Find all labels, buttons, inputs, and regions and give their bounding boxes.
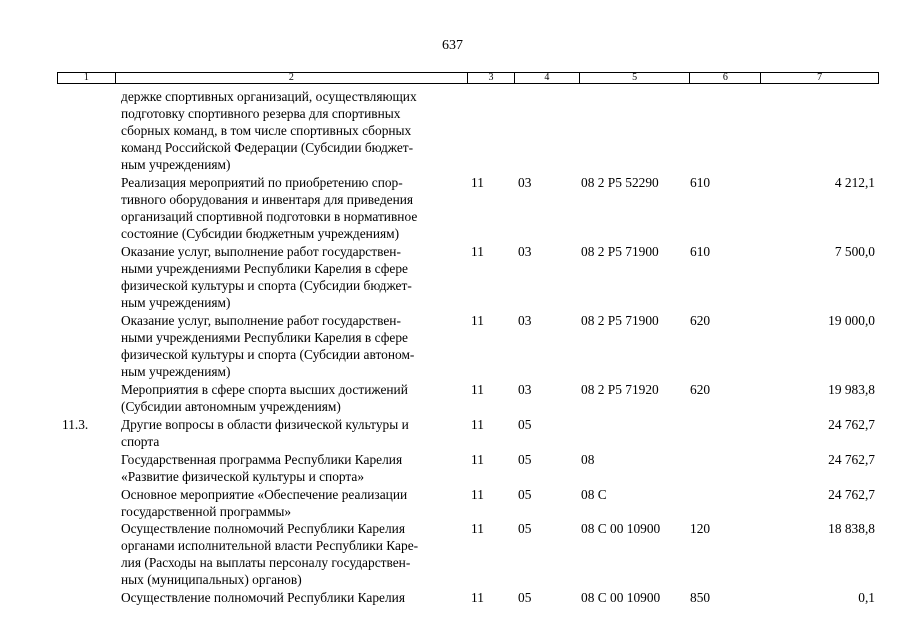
row-name <box>121 381 461 415</box>
row-name <box>121 520 461 588</box>
row-name-line: сборных команд, в том числе спортивных сборных <box>121 123 412 138</box>
section-code: 11 <box>471 244 484 259</box>
target-article-code: 08 С 00 10900 <box>581 521 661 536</box>
row-name <box>121 451 461 485</box>
row-name-line: Осуществление полномочий Республики Карелия <box>121 521 405 536</box>
table-header <box>57 72 879 84</box>
row-name-line: спорта <box>121 434 160 449</box>
row-name-line: ных (муниципальных) органов) <box>121 572 302 587</box>
header-col-5: 5 <box>580 73 691 83</box>
amount: 7 500,0 <box>834 244 875 259</box>
row-name <box>121 312 461 380</box>
row-number: 11.3. <box>62 417 89 432</box>
header-col-1: 1 <box>58 73 116 83</box>
row-name-line: ными учреждениями Республики Карелия в сфере <box>121 330 408 345</box>
target-article-code: 08 <box>581 452 595 467</box>
section-code: 11 <box>471 313 484 328</box>
row-name-line: команд Российской Федерации (Субсидии бюджет- <box>121 140 414 155</box>
row-name-line: государственной программы» <box>121 504 292 519</box>
expense-type-code: 610 <box>690 244 711 259</box>
section-code: 11 <box>471 521 484 536</box>
amount: 18 838,8 <box>828 521 875 536</box>
target-article-code: 08 2 P5 71900 <box>581 244 659 259</box>
amount: 0,1 <box>858 590 875 605</box>
row-name <box>121 589 461 606</box>
row-name <box>121 416 461 450</box>
subsection-code: 03 <box>518 244 532 259</box>
section-code: 11 <box>471 487 484 502</box>
subsection-code: 05 <box>518 487 532 502</box>
row-name <box>121 243 461 311</box>
subsection-code: 05 <box>518 452 532 467</box>
row-name-line: ным учреждениям) <box>121 364 231 379</box>
expense-type-code: 620 <box>690 313 711 328</box>
row-name-line: физической культуры и спорта (Субсидии бюджет- <box>121 278 412 293</box>
header-col-3: 3 <box>468 73 515 83</box>
target-article-code: 08 С 00 10900 <box>581 590 661 605</box>
amount: 4 212,1 <box>834 175 875 190</box>
header-col-4: 4 <box>515 73 580 83</box>
subsection-code: 03 <box>518 382 532 397</box>
row-name-line: Оказание услуг, выполнение работ государствен- <box>121 244 401 259</box>
row-name-line: подготовку спортивного резерва для спортивных <box>121 106 401 121</box>
row-name-line: держке спортивных организаций, осуществляющих <box>121 89 417 104</box>
amount: 19 000,0 <box>828 313 875 328</box>
section-code: 11 <box>471 590 484 605</box>
section-code: 11 <box>471 452 484 467</box>
header-col-7: 7 <box>817 72 823 83</box>
row-name <box>121 88 461 173</box>
row-name-line: Оказание услуг, выполнение работ государствен- <box>121 313 401 328</box>
page-number: 637 <box>442 38 463 53</box>
amount: 24 762,7 <box>828 452 875 467</box>
amount: 24 762,7 <box>828 417 875 432</box>
row-name-line: ными учреждениями Республики Карелия в сфере <box>121 261 408 276</box>
row-name-line: Другие вопросы в области физической культуры и <box>121 417 409 432</box>
amount: 24 762,7 <box>828 487 875 502</box>
expense-type-code: 850 <box>690 590 711 605</box>
row-name-line: физической культуры и спорта (Субсидии автоном- <box>121 347 415 362</box>
row-name-line: Мероприятия в сфере спорта высших достижений <box>121 382 408 397</box>
target-article-code: 08 С <box>581 487 607 502</box>
row-name-line: (Субсидии автономным учреждениям) <box>121 399 341 414</box>
subsection-code: 03 <box>518 175 532 190</box>
row-name-line: Реализация мероприятий по приобретению спор- <box>121 175 403 190</box>
row-name-line: ным учреждениям) <box>121 157 231 172</box>
target-article-code: 08 2 P5 71900 <box>581 313 659 328</box>
subsection-code: 05 <box>518 521 532 536</box>
row-name-line: ным учреждениям) <box>121 295 231 310</box>
row-name <box>121 174 461 242</box>
subsection-code: 03 <box>518 313 532 328</box>
target-article-code: 08 2 P5 71920 <box>581 382 659 397</box>
row-name-line: Государственная программа Республики Карелия <box>121 452 403 467</box>
row-name-line: «Развитие физической культуры и спорта» <box>121 469 365 484</box>
row-name <box>121 486 461 520</box>
expense-type-code: 620 <box>690 382 711 397</box>
section-code: 11 <box>471 417 484 432</box>
header-col-6: 6 <box>690 73 761 83</box>
subsection-code: 05 <box>518 417 532 432</box>
expense-type-code: 120 <box>690 521 711 536</box>
section-code: 11 <box>471 175 484 190</box>
target-article-code: 08 2 P5 52290 <box>581 175 659 190</box>
row-name-line: состояние (Субсидии бюджетным учреждениям) <box>121 226 400 241</box>
section-code: 11 <box>471 382 484 397</box>
row-name-line: лия (Расходы на выплаты персоналу государствен- <box>121 555 411 570</box>
row-name-line: тивного оборудования и инвентаря для приведения <box>121 192 414 207</box>
header-col-2: 2 <box>116 73 468 83</box>
row-name-line: Основное мероприятие «Обеспечение реализации <box>121 487 408 502</box>
expense-type-code: 610 <box>690 175 711 190</box>
row-name-line: органами исполнительной власти Республики Каре- <box>121 538 419 553</box>
amount: 19 983,8 <box>828 382 875 397</box>
row-name-line: Осуществление полномочий Республики Карелия <box>121 590 405 605</box>
subsection-code: 05 <box>518 590 532 605</box>
row-name-line: организаций спортивной подготовки в нормативное <box>121 209 418 224</box>
